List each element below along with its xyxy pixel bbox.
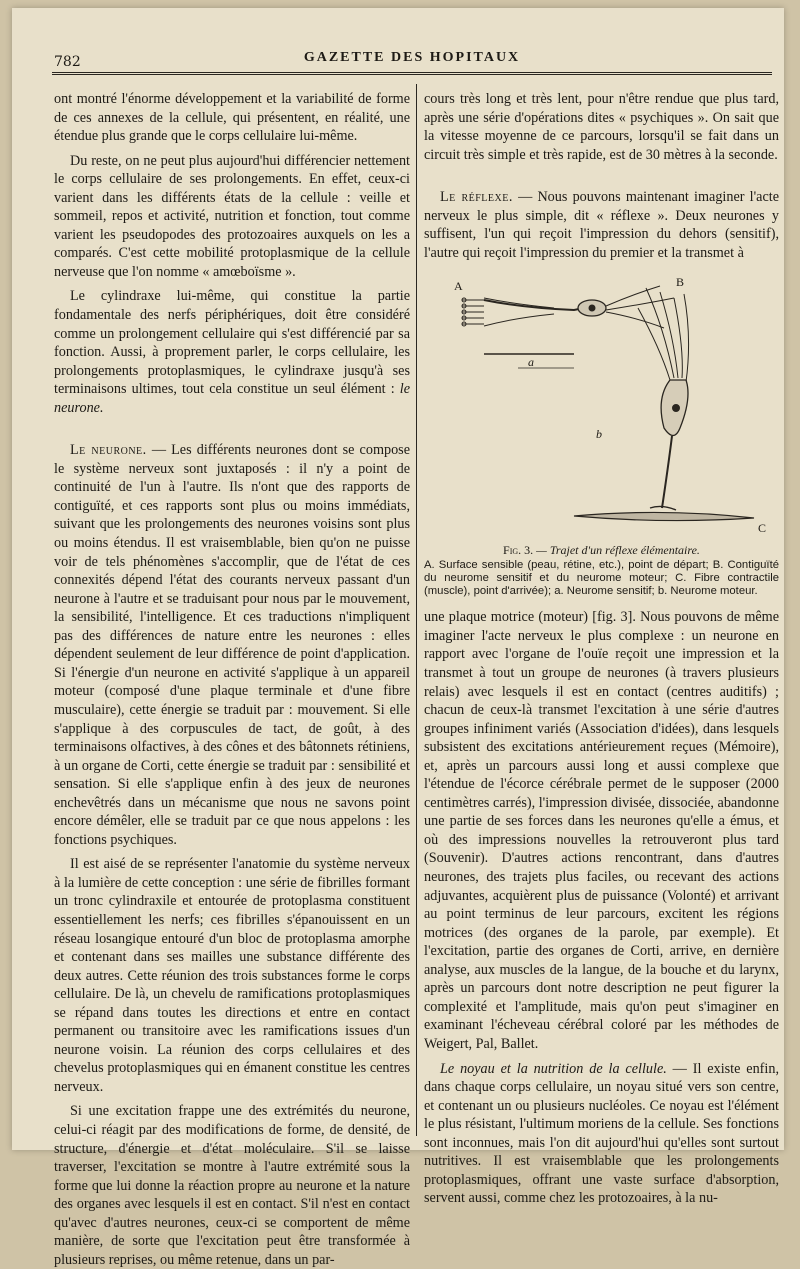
reflex-figure (424, 268, 779, 538)
left-paragraph-3 (54, 287, 410, 417)
journal-title: GAZETTE DES HOPITAUX (303, 50, 521, 65)
neurone-term: le neurone. (54, 381, 410, 416)
column-divider (416, 84, 417, 1136)
label-a: a (528, 355, 534, 370)
sensory-projections (606, 286, 674, 328)
section-neurone-title: Le neurone. (70, 442, 147, 459)
section-reflexe (424, 188, 779, 262)
sensitive-surface-fibrils (462, 298, 554, 326)
figure-legend: A. Surface sensible (peau, rétine, etc.), point de départ; B. Contiguïté du neurome sensitif et du neurome moteur; C. Fibre contractile (muscle), point d'arrivée); a. Neurome sensitif; b. Neurome moteur. (424, 559, 779, 598)
right-paragraph-1: cours très long et très lent, pour n'être rendue que plus tard, après une série d'opérations dites « psychiques ». On sait que la vitesse moyenne de ce parcours, lorsqu'il se fait dans un circuit très simple et très rapide, est de 30 mètres à la seconde. (424, 91, 779, 163)
left-paragraph-2: Du reste, on ne peut plus aujourd'hui différencier nettement le corps cellulaire de ses prolongements. En effet, ceux-ci varient dans les différents états de la cellule : veille et sommeil, repos et activité, nutrition et fonction, tout comme varient les pseudopodes des protozoaires auxquels on les a comparés. C'est cette mobilité protoplasmique de la cellule nerveuse que l'on nomme « amœboïsme ». (54, 152, 410, 280)
left-paragraph-5: Il est aisé de se représenter l'anatomie du système nerveux à la lumière de cette conception : une série de fibrilles formant un tronc cylindraxile et entourée de protoplasma constituent essentiellement les nerfs; ces fibrilles s'épanouissent en un réseau losangique entouré d'un bloc de protoplasma amorphe et contenant dans ses mailles une substance différente des deux autres. Cette réunion des trois substances forme le corps cellulaire. De là, un chevelu de ramifications protoplasmiques se répand dans toutes les directions et entre en contact permanent ou transitoire avec les ramifications issues d'un neurone voisin. La réunion des corps cellulaires et des chevelus protoplasmiques qui en émanent constitue les centres nerveux. (54, 856, 410, 1095)
label-B: B (676, 275, 685, 290)
left-column (54, 90, 410, 1268)
right-column (424, 90, 779, 1207)
right-paragraph-3 (424, 1060, 779, 1208)
label-b: b (596, 427, 602, 442)
newspaper-page (12, 8, 784, 1268)
right-paragraph-2: une plaque motrice (moteur) [fig. 3]. Nous pouvons de même imaginer l'acte nerveux le plus complexe : un neurone en rapport avec l'organe de l'ouïe reçoit une impression et la transmet à tout un groupe de neurones (à travers plusieurs relais) avec lesquels il est en contact (centres auditifs) ; chacun de ceux-là transmet l'excitation à une série d'autres groupes infiniment variés (Association d'idées), dans lesquels subsistent des excitations antérieurement reçues (Mémoire), et, après un parcours aussi long et aussi complexe que l'étendue de l'écorce cérébrale permet de le supposer (2000 centimètres carrés), l'impression divisée, dissociée, abandonne une partie de ses forces dans les neurones qu'elle a émus, et où des impressions nouvelles la retrouveront plus tard (Souvenir). D'autres actions rencontrant, dans d'autres neurones, des trajets plus faciles, ou recevant des actions adjuvantes, acquièrent plus de puissance (Volonté) et arrivant au point terminus de leur parcours, excitent les régions motrices (des organes de la parole, par exemple). Et l'excitation, partie des organes de Corti, arrive, en dernière analyse, aux muscles de la langue, de la bouche et du larynx, après un parcours dont notre description ne peut figurer la complexité et l'amplitude, mais qu'on peut s'imaginer en examinant l'écheveau cérébral coloré par les méthodes de Weigert, Pal, Ballet. (424, 609, 779, 1052)
section-reflexe-text: — Nous pouvons maintenant imaginer l'acte nerveux le plus simple, dit « réflexe ». Deux neurones y suffisent, l'un qui reçoit l'impression du dehors (sensitif), l'autre qui reçoit l'impression du premier et la transmet à (424, 189, 779, 261)
page-header (52, 48, 772, 75)
sensory-axon (484, 300, 584, 310)
left-paragraph-6: Si une excitation frappe une des extrémités du neurone, celui-ci réagit par des modifications de forme, de densité, de structure, d'énergie et d'état moléculaire. S'il se laisse traverser, l'excitation se montre à l'autre extrémité sous la forme que lui donne la réaction propre au neurone et la nature des organes avec lesquels il est en contact. S'il n'est en contact qu'avec d'autres neurones, ceux-ci se comportent de même manière, de sorte que l'excitation peut être transformée à plusieurs reprises, ou même retenue, dans un par- (54, 1103, 410, 1268)
label-C: C (758, 521, 767, 536)
section-neurone (54, 441, 410, 849)
figure-title: — Trajet d'un réflexe élémentaire. (533, 543, 700, 558)
left-paragraph-3-text: Le cylindraxe lui-même, qui constitue la partie fondamentale des nerfs périphériques, doit être considéré comme un prolongement cellulaire qui s'est différencié par sa fonction. Aussi, à proprement parler, le corps cellulaire, les prolongements protoplasmiques, le cylindraxe jusqu'à ses terminaisons ultimes, tout cela constitue un seul élément : (54, 288, 410, 398)
reflex-diagram (424, 268, 779, 538)
nucleus-section-text: — Il existe enfin, dans chaque corps cellulaire, un noyau situé vers son centre, et contenant un ou plusieurs nucléoles. Ce noyau est l'élément le plus résistant, l'ultimum moriens de la cellule. Ses fonctions sont inconnues, mais l'on dit aujourd'hui qu'elles sont surtout nutritives. Il est vraisemblable que les prolongements protoplasmiques, offrant une vaste surface d'absorption, servent aussi, comme chez les protozoaires, à la nu- (424, 1060, 779, 1207)
nucleus-section-title: Le noyau et la nutrition de la cellule. (440, 1060, 667, 1077)
muscle-fiber (574, 513, 754, 521)
figure-caption (424, 544, 779, 598)
left-paragraph-1: ont montré l'énorme développement et la variabilité de forme de ces annexes de la cellule, qui présentent, en réalité, une étendue plus grande que le corps cellulaire lui-même. (54, 91, 410, 145)
figure-caption-title (424, 544, 779, 557)
label-A: A (454, 279, 463, 294)
motor-axon (662, 436, 672, 508)
figure-number: Fig. 3. (503, 543, 534, 558)
section-neurone-text: — Les différents neurones dont se compose le système nerveux sont juxtaposés : il n'y a point de continuité de l'un à l'autre. Ils n'ont que des rapports de contiguïté, et ces rapports sont plus ou moins immédiats, suivant que les prolongements des neurones voisins sont plus ou moins étendus. Il est vraisemblable, bien qu'on ne puisse voir de tels phénomènes s'accomplir, que de l'état de ces connexités dépend l'état des courants nerveux passant d'un neurone à l'autre et se traduisant pour nous par le mouvement, la sensibilité, l'intelligence. Et ces traductions n'impliquent pas des différences de nature entre les neurones : elles dépendent seulement de leur différence de point d'application. Si l'énergie d'un neurone en activité s'applique à un appareil moteur (composé d'une plaque terminale et d'une fibre musculaire), cette énergie se traduit par : mouvement. Si elle s'applique à des corpuscules de tact, de goût, à des terminaisons olfactives, à des cônes et des bâtonnets rétiniens, à un organe de Corti, cette énergie se traduit par : sensibilité et sensation. Si elle s'applique enfin à des jeux de neurones enchevêtrés dans un mécanisme que nous ne savons point encore démêler, elle se traduit par ce que nous appelons : les fonctions psychiques. (54, 442, 410, 848)
section-reflexe-title: Le réflexe. (440, 189, 513, 206)
motor-dendrites (638, 288, 689, 382)
page-number: 782 (54, 54, 81, 70)
